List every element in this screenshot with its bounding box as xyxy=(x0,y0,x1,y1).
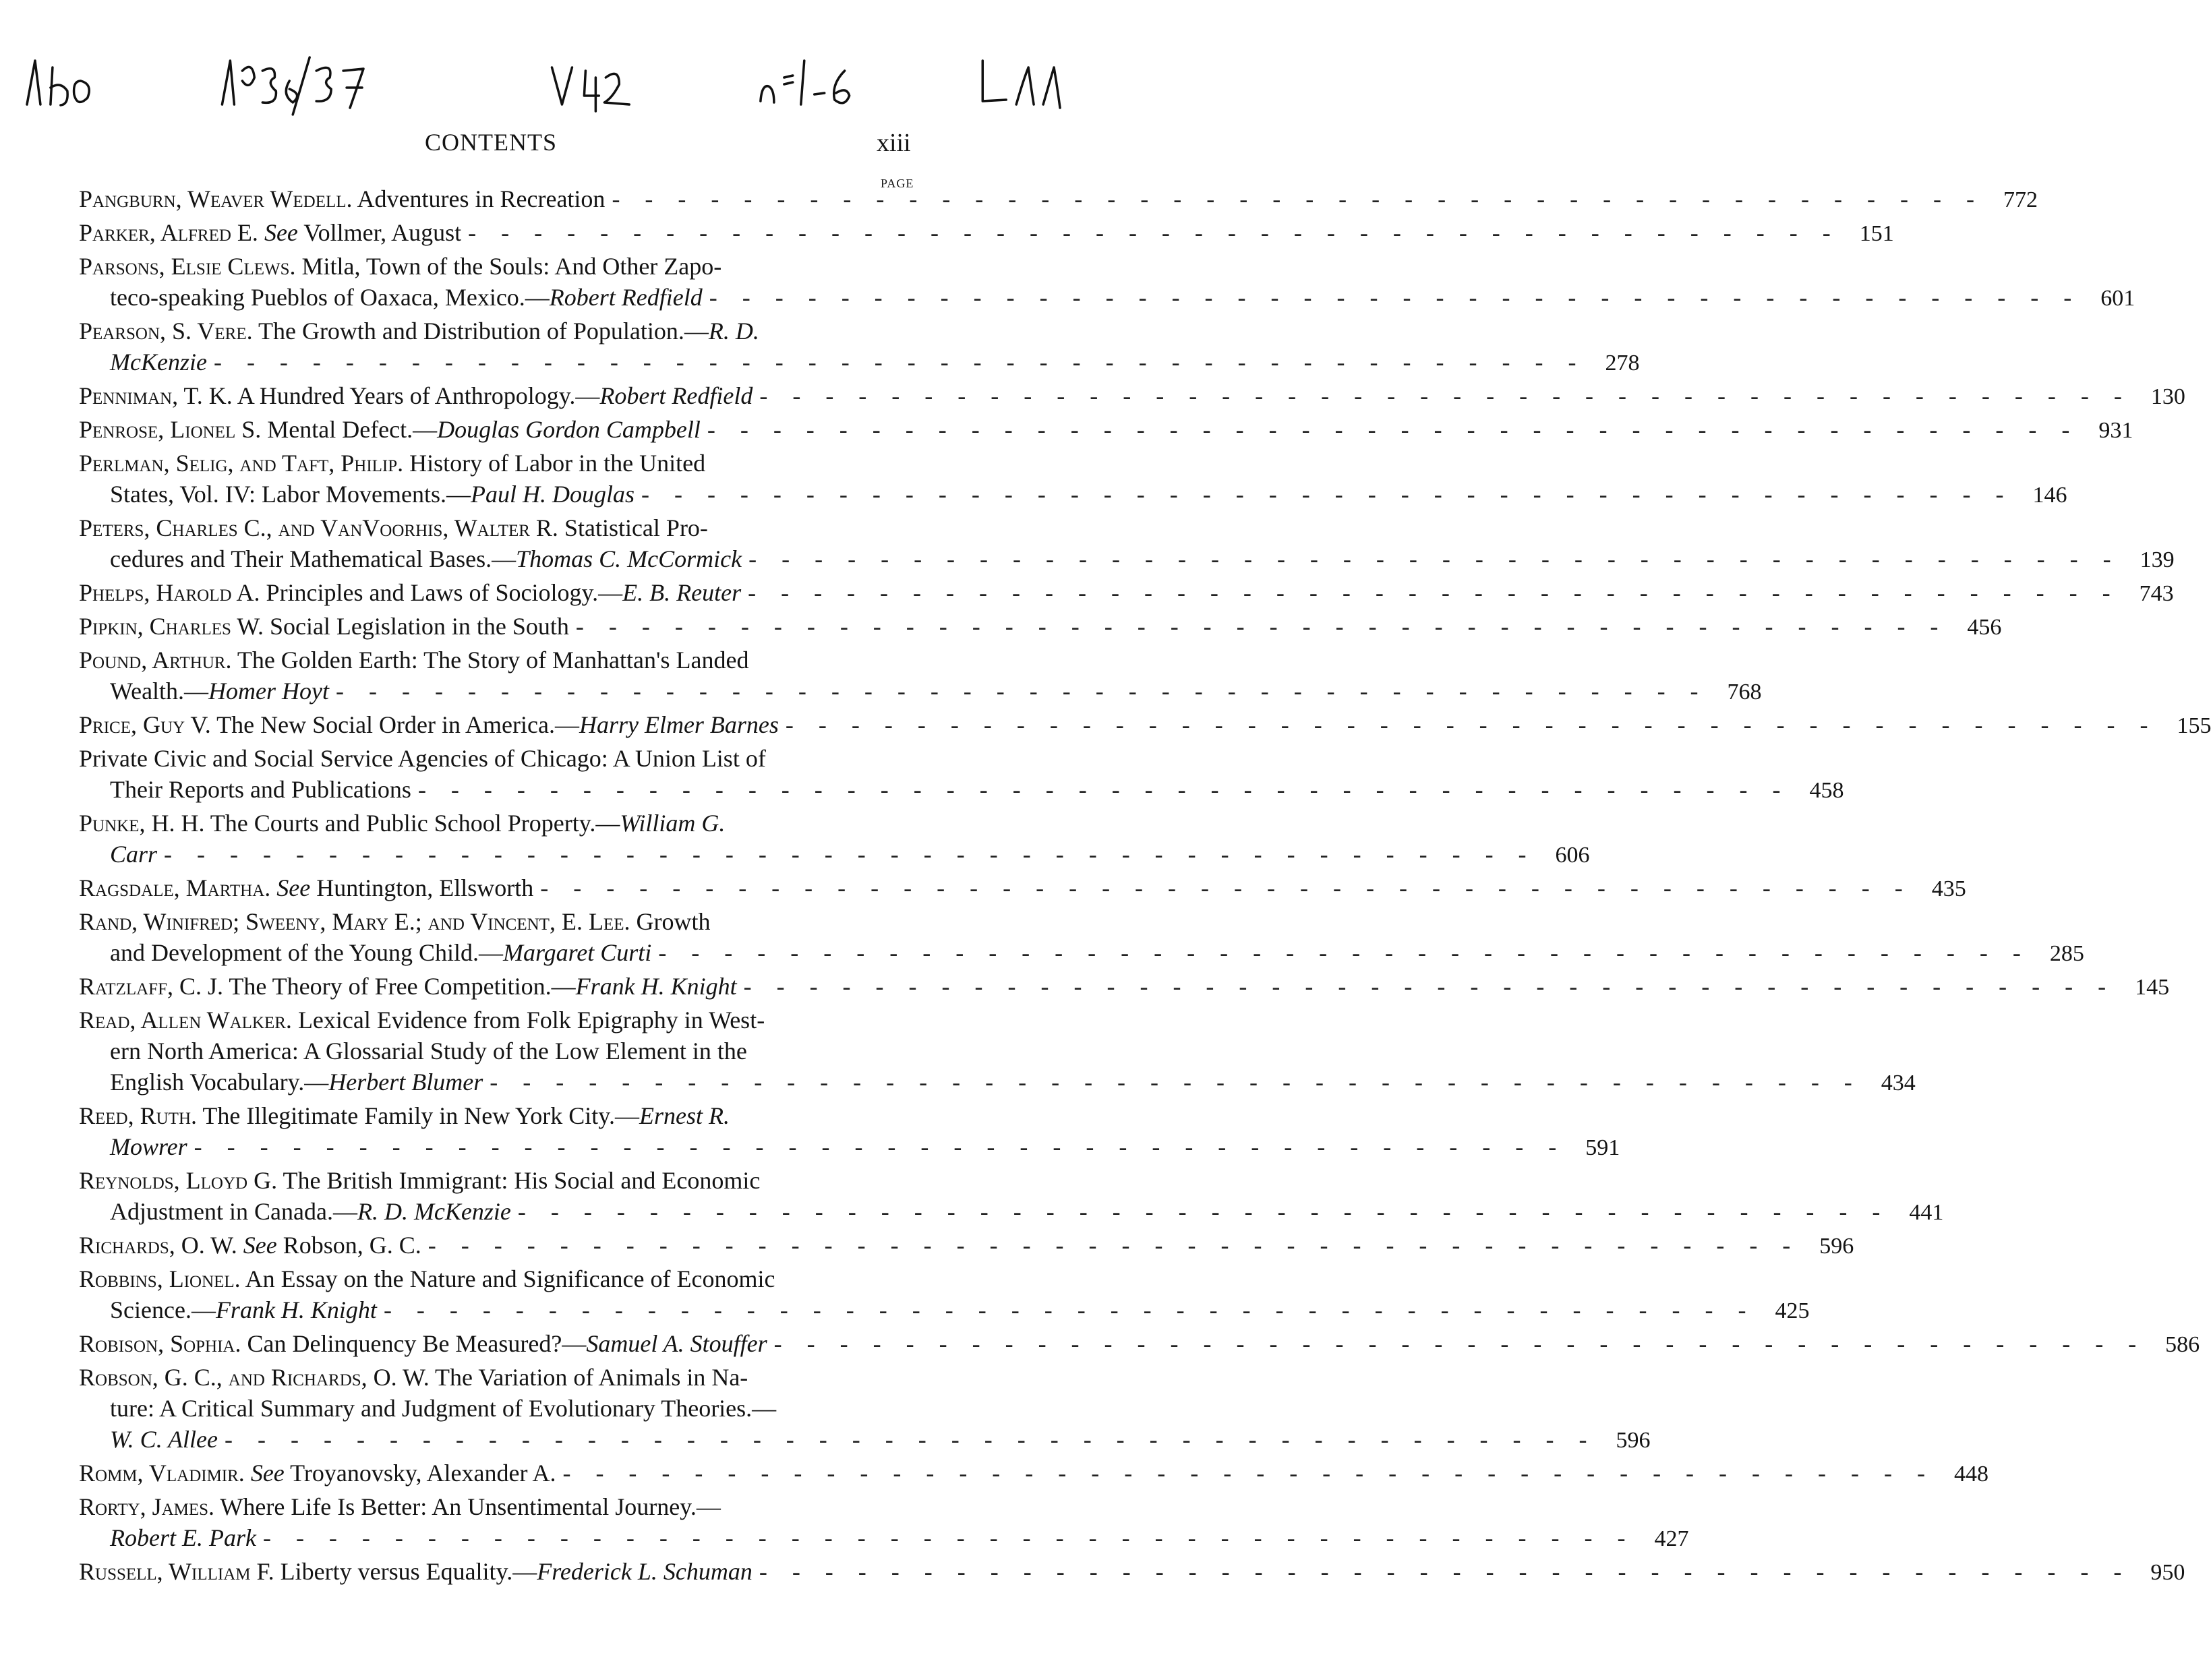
dot-leader xyxy=(540,872,1912,903)
dot-leader xyxy=(641,479,2013,510)
entry-page-number: 456 xyxy=(1967,615,2002,640)
entry-page-number: 458 xyxy=(1809,778,1844,803)
dot-leader xyxy=(490,1067,1862,1098)
entry-line xyxy=(79,217,1894,248)
entry-reviewer: W. C. Allee xyxy=(110,1426,218,1453)
dot-leader xyxy=(744,971,2116,1002)
contents-entry xyxy=(79,1491,1689,1553)
entry-line xyxy=(79,1230,1854,1261)
dot-leader xyxy=(468,217,1840,248)
dot-leader xyxy=(709,282,2082,313)
entry-text xyxy=(110,676,329,707)
entry-author: Romm, Vladimir. xyxy=(79,1460,245,1487)
entry-page-number: 772 xyxy=(2003,187,2038,212)
entry-text xyxy=(79,1263,775,1294)
entry-page-number: 601 xyxy=(2100,286,2135,311)
entry-title: The Courts and Public School Property.— xyxy=(204,810,620,837)
dot-leader xyxy=(418,774,1790,805)
entry-text xyxy=(110,839,157,870)
see-reference: See xyxy=(237,1232,277,1259)
entry-text xyxy=(110,937,651,968)
entry-reviewer: Robert E. Park xyxy=(110,1524,256,1551)
entry-title: Their Reports and Publications xyxy=(110,776,411,803)
handwriting-drawing xyxy=(20,40,1077,115)
entry-title: Science.— xyxy=(110,1296,216,1323)
entry-text xyxy=(79,1362,748,1393)
entry-line xyxy=(79,512,942,543)
entry-line xyxy=(79,872,1966,903)
entry-page-number: 931 xyxy=(2098,418,2133,443)
entry-reviewer: Frank H. Knight xyxy=(215,1296,377,1323)
entry-text xyxy=(110,1131,187,1162)
entry-text xyxy=(79,1230,421,1261)
entry-line xyxy=(79,774,1844,805)
entry-reviewer: Homer Hoyt xyxy=(208,678,330,704)
entry-title: The British Immigrant: His Social and Economic xyxy=(277,1167,761,1194)
entry-text xyxy=(79,971,737,1002)
dot-leader xyxy=(225,1424,1597,1455)
entry-line xyxy=(79,1362,942,1393)
entry-author: Pearson, S. Vere. xyxy=(79,318,253,344)
entry-text xyxy=(79,577,741,608)
contents-entry xyxy=(79,577,2174,608)
entry-title: Where Life Is Better: An Unsentimental Journey.— xyxy=(214,1493,721,1520)
entry-line xyxy=(79,1522,1689,1553)
entry-page-number: 950 xyxy=(2150,1560,2185,1585)
entry-author: Pound, Arthur. xyxy=(79,647,232,673)
entry-title: Liberty versus Equality.— xyxy=(274,1558,537,1585)
entry-author: Robbins, Lionel. xyxy=(79,1265,241,1292)
entry-text xyxy=(79,644,748,676)
entry-line xyxy=(79,414,2133,445)
entry-reviewer: Robert Redfield xyxy=(549,284,703,311)
entry-reviewer: Robert Redfield xyxy=(599,382,753,409)
entry-line xyxy=(79,1165,942,1196)
entry-line xyxy=(79,543,2175,574)
entry-page-number: 586 xyxy=(2165,1332,2200,1357)
contents-entry xyxy=(79,743,1844,805)
entry-title: A Hundred Years of Anthropology.— xyxy=(232,382,600,409)
entry-page-number: 448 xyxy=(1953,1462,1988,1487)
contents-entry xyxy=(79,1004,1916,1098)
entry-reviewer: Ernest R. xyxy=(639,1102,730,1129)
entry-title: Private Civic and Social Service Agencies of Chicago: A Union List of xyxy=(79,745,766,772)
entry-author: Ratzlaff, C. J. xyxy=(79,973,223,1000)
contents-entry xyxy=(79,251,2135,313)
entry-author: Penniman, T. K. xyxy=(79,382,233,409)
entry-text xyxy=(110,1294,377,1325)
entry-line xyxy=(79,1491,942,1522)
entry-reviewer: William G. xyxy=(620,810,726,837)
entry-title: Mitla, Town of the Souls: And Other Zapo- xyxy=(295,253,722,280)
entry-reviewer: Frank H. Knight xyxy=(575,973,737,1000)
entry-line xyxy=(79,183,2038,214)
contents-entry xyxy=(79,872,1966,903)
dot-leader xyxy=(384,1294,1756,1325)
dot-leader xyxy=(707,414,2080,445)
entry-author: Rorty, James. xyxy=(79,1493,215,1520)
entry-author: Robison, Sophia. xyxy=(79,1330,241,1357)
dot-leader xyxy=(263,1522,1635,1553)
entry-page-number: 425 xyxy=(1775,1298,1810,1323)
entry-line xyxy=(79,611,2002,642)
entry-line xyxy=(79,937,2084,968)
dot-leader xyxy=(658,937,2030,968)
entry-author: Punke, H. H. xyxy=(79,810,205,837)
contents-entry xyxy=(79,1263,1810,1325)
entry-text xyxy=(79,1100,730,1131)
entry-line xyxy=(79,1393,942,1424)
entry-text xyxy=(79,1556,753,1587)
entry-title: History of Labor in the United xyxy=(403,450,706,477)
entry-page-number: 768 xyxy=(1727,680,1762,704)
entry-page-number: 145 xyxy=(2135,975,2170,1000)
entry-line xyxy=(79,676,1762,707)
entry-line xyxy=(79,971,2170,1002)
entry-text xyxy=(110,1036,747,1067)
entry-text xyxy=(79,316,759,347)
entry-line xyxy=(79,479,2067,510)
entry-page-number: 278 xyxy=(1605,351,1640,376)
entry-text xyxy=(79,414,701,445)
entry-text xyxy=(110,1196,511,1227)
entry-line xyxy=(79,251,942,282)
contents-entry xyxy=(79,183,2038,214)
entry-page-number: 139 xyxy=(2140,547,2175,572)
entry-title: Troyanovsky, Alexander A. xyxy=(284,1460,556,1487)
entry-title: The New Social Order in America.— xyxy=(210,711,579,738)
entry-line xyxy=(79,347,1640,378)
entry-text xyxy=(79,1004,765,1036)
entry-line xyxy=(79,380,2185,411)
entry-page-number: 596 xyxy=(1819,1234,1854,1259)
dot-leader xyxy=(612,183,1984,214)
entry-line xyxy=(79,577,2174,608)
entry-title: and Development of the Young Child.— xyxy=(110,939,503,966)
entry-line xyxy=(79,1328,2200,1359)
entry-title: Wealth.— xyxy=(110,678,209,704)
entry-author: Richards, O. W. xyxy=(79,1232,237,1259)
entry-line xyxy=(79,1004,942,1036)
entry-title: The Theory of Free Competition.— xyxy=(223,973,576,1000)
entry-title: Adjustment in Canada.— xyxy=(110,1198,357,1225)
contents-entry xyxy=(79,316,1640,378)
entry-text xyxy=(79,512,708,543)
contents-entry xyxy=(79,709,2211,740)
entry-text xyxy=(110,774,411,805)
entry-text xyxy=(79,380,753,411)
dot-leader xyxy=(164,839,1536,870)
contents-entry xyxy=(79,414,2133,445)
contents-entry xyxy=(79,380,2185,411)
entry-line xyxy=(79,1131,1620,1162)
page-column-label: PAGE xyxy=(881,177,914,190)
entry-title: English Vocabulary.— xyxy=(110,1069,329,1096)
entry-line xyxy=(79,282,2135,313)
entry-reviewer: Samuel A. Stouffer xyxy=(586,1330,767,1357)
entry-title: cedures and Their Mathematical Bases.— xyxy=(110,545,517,572)
entry-line xyxy=(79,1424,1651,1455)
entry-text xyxy=(79,709,779,740)
entry-reviewer: Frederick L. Schuman xyxy=(537,1558,753,1585)
entry-title: Lexical Evidence from Folk Epigraphy in West- xyxy=(291,1007,765,1033)
entry-line xyxy=(79,1458,1988,1489)
contents-entry xyxy=(79,808,1590,870)
entry-text xyxy=(110,1424,218,1455)
entry-author: Parker, Alfred E. xyxy=(79,219,258,246)
dot-leader xyxy=(786,709,2158,740)
entry-line xyxy=(79,1036,942,1067)
entry-title: Social Legislation in the South xyxy=(263,613,569,640)
dot-leader xyxy=(194,1131,1566,1162)
entry-title: Vollmer, August xyxy=(297,219,462,246)
entry-reviewer: R. D. xyxy=(708,318,759,344)
entry-page-number: 434 xyxy=(1881,1071,1916,1096)
contents-list xyxy=(79,183,2211,1590)
entry-text xyxy=(79,906,710,937)
entry-text xyxy=(79,1491,721,1522)
entry-title: The Growth and Distribution of Population.— xyxy=(252,318,709,344)
contents-entry xyxy=(79,644,1762,707)
entry-reviewer: E. B. Reuter xyxy=(622,579,742,606)
entry-author: Price, Guy V. xyxy=(79,711,211,738)
entry-title: The Golden Earth: The Story of Manhattan's Landed xyxy=(231,647,749,673)
dot-leader xyxy=(428,1230,1800,1261)
entry-line xyxy=(79,743,942,774)
entry-reviewer: McKenzie xyxy=(110,349,207,376)
entry-line xyxy=(79,906,942,937)
running-head xyxy=(0,128,1104,162)
entry-author: Ragsdale, Martha. xyxy=(79,874,271,901)
contents-entry xyxy=(79,1165,1944,1227)
running-title: CONTENTS xyxy=(425,129,557,156)
entry-reviewer: R. D. McKenzie xyxy=(357,1198,511,1225)
entry-text xyxy=(79,251,721,282)
dot-leader xyxy=(336,676,1708,707)
entry-author: Rand, Winifred; Sweeny, Mary E.; and Vincent, E. Lee. xyxy=(79,908,630,935)
entry-page-number: 596 xyxy=(1616,1428,1651,1453)
entry-author: Robson, G. C., and Richards, O. W. xyxy=(79,1364,430,1391)
entry-page-number: 151 xyxy=(1859,221,1894,246)
entry-title: An Essay on the Nature and Significance of Economic xyxy=(240,1265,775,1292)
contents-entry xyxy=(79,1328,2200,1359)
entry-line xyxy=(79,1294,1810,1325)
entry-reviewer: Carr xyxy=(110,841,158,868)
entry-line xyxy=(79,709,2211,740)
entry-line xyxy=(79,1067,1916,1098)
entry-author: Perlman, Selig, and Taft, Philip. xyxy=(79,450,404,477)
contents-entry xyxy=(79,512,2175,574)
entry-line xyxy=(79,448,942,479)
dot-leader xyxy=(774,1328,2146,1359)
entry-author: Pangburn, Weaver Wedell. xyxy=(79,185,353,212)
entry-title: ture: A Critical Summary and Judgment of Evolutionary Theories.— xyxy=(110,1395,777,1422)
entry-text xyxy=(79,872,533,903)
entry-author: Russell, William F. xyxy=(79,1558,274,1585)
entry-title: ern North America: A Glossarial Study of the Low Element in the xyxy=(110,1038,747,1064)
entry-author: Reed, Ruth. xyxy=(79,1102,197,1129)
entry-title: Statistical Pro- xyxy=(558,514,708,541)
entry-reviewer: Paul H. Douglas xyxy=(470,481,635,508)
see-reference: See xyxy=(270,874,311,901)
dot-leader xyxy=(562,1458,1935,1489)
entry-line xyxy=(79,808,942,839)
contents-entry xyxy=(79,217,1894,248)
entry-text xyxy=(110,479,635,510)
entry-text xyxy=(79,217,461,248)
contents-entry xyxy=(79,1100,1620,1162)
entry-page-number: 435 xyxy=(1931,876,1966,901)
entry-author: Peters, Charles C., and VanVoorhis, Walter R. xyxy=(79,514,558,541)
page-number: xiii xyxy=(877,129,911,157)
contents-entry xyxy=(79,611,2002,642)
entry-text xyxy=(79,183,605,214)
entry-page-number: 591 xyxy=(1585,1135,1620,1160)
contents-entry xyxy=(79,971,2170,1002)
entry-text xyxy=(110,1522,256,1553)
dot-leader xyxy=(748,577,2120,608)
entry-page-number: 146 xyxy=(2032,483,2067,508)
entry-title: Growth xyxy=(630,908,711,935)
entry-line xyxy=(79,644,942,676)
contents-entry xyxy=(79,1458,1988,1489)
dot-leader xyxy=(759,1556,2131,1587)
entry-title: States, Vol. IV: Labor Movements.— xyxy=(110,481,471,508)
dot-leader xyxy=(748,543,2121,574)
entry-reviewer: Margaret Curti xyxy=(502,939,652,966)
dot-leader xyxy=(518,1196,1890,1227)
entry-author: Reynolds, Lloyd G. xyxy=(79,1167,278,1194)
entry-title: Principles and Laws of Sociology.— xyxy=(260,579,623,606)
entry-text xyxy=(79,808,725,839)
entry-text xyxy=(110,347,207,378)
entry-line xyxy=(79,839,1590,870)
entry-title: The Variation of Animals in Na- xyxy=(429,1364,748,1391)
entry-text xyxy=(79,743,766,774)
entry-author: Phelps, Harold A. xyxy=(79,579,260,606)
entry-page-number: 427 xyxy=(1654,1526,1689,1551)
entry-title: Can Delinquency Be Measured?— xyxy=(241,1330,587,1357)
contents-entry xyxy=(79,1362,1651,1455)
entry-page-number: 130 xyxy=(2150,384,2185,409)
entry-text xyxy=(110,282,703,313)
entry-page-number: 743 xyxy=(2139,581,2174,606)
entry-author: Parsons, Elsie Clews. xyxy=(79,253,296,280)
entry-author: Read, Allen Walker. xyxy=(79,1007,292,1033)
entry-text xyxy=(79,1165,760,1196)
entry-title: Mental Defect.— xyxy=(261,416,438,443)
entry-title: teco-speaking Pueblos of Oaxaca, Mexico.— xyxy=(110,284,550,311)
see-reference: See xyxy=(244,1460,285,1487)
handwritten-annotations xyxy=(20,40,1077,115)
entry-title: Robson, G. C. xyxy=(276,1232,421,1259)
entry-text xyxy=(79,611,569,642)
entry-title: The Illegitimate Family in New York City.— xyxy=(197,1102,639,1129)
entry-line xyxy=(79,1196,1944,1227)
entry-text xyxy=(79,1328,767,1359)
entry-line xyxy=(79,316,942,347)
entry-page-number: 285 xyxy=(2049,941,2084,966)
entry-title: Huntington, Ellsworth xyxy=(310,874,534,901)
entry-text xyxy=(110,1067,483,1098)
entry-text xyxy=(110,1393,776,1424)
entry-text xyxy=(79,448,705,479)
entry-line xyxy=(79,1263,942,1294)
contents-entry xyxy=(79,1556,2185,1587)
contents-entry xyxy=(79,1230,1854,1261)
dot-leader xyxy=(576,611,1948,642)
entry-page-number: 606 xyxy=(1555,843,1590,868)
contents-entry xyxy=(79,448,2067,510)
entry-reviewer: Douglas Gordon Campbell xyxy=(437,416,701,443)
entry-author: Penrose, Lionel S. xyxy=(79,416,262,443)
entry-text xyxy=(110,543,742,574)
entry-reviewer: Thomas C. McCormick xyxy=(516,545,742,572)
entry-title: Adventures in Recreation xyxy=(352,185,606,212)
dot-leader xyxy=(759,380,2131,411)
entry-text xyxy=(79,1458,556,1489)
see-reference: See xyxy=(258,219,298,246)
dot-leader xyxy=(214,347,1586,378)
entry-author: Pipkin, Charles W. xyxy=(79,613,264,640)
entry-reviewer: Herbert Blumer xyxy=(328,1069,483,1096)
entry-line xyxy=(79,1556,2185,1587)
entry-page-number: 441 xyxy=(1909,1200,1944,1225)
entry-line xyxy=(79,1100,942,1131)
entry-page-number: 155 xyxy=(2177,713,2211,738)
contents-entry xyxy=(79,906,2084,968)
entry-reviewer: Harry Elmer Barnes xyxy=(579,711,779,738)
entry-reviewer: Mowrer xyxy=(110,1133,187,1160)
